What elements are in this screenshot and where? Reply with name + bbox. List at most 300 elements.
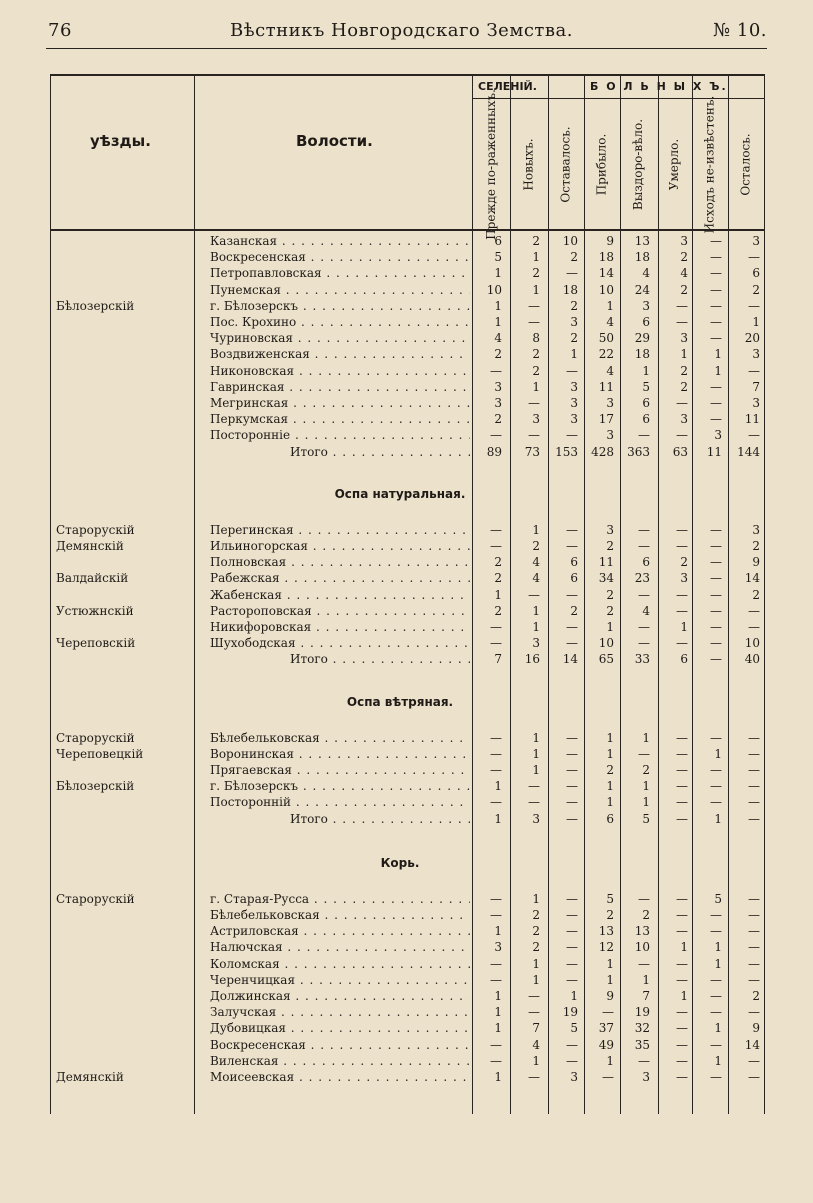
cell-value: — bbox=[676, 811, 688, 826]
cell-value: 2 bbox=[752, 587, 760, 602]
cell-value: 2 bbox=[494, 603, 502, 618]
cell-value: — bbox=[602, 1005, 614, 1020]
group-header-rule bbox=[472, 98, 765, 99]
cell-value: 6 bbox=[642, 396, 650, 410]
volost-name: Астриловская . . . bbox=[210, 924, 470, 938]
cell-value: 1 bbox=[494, 811, 502, 826]
col-header-iskhod: Исходъ не-извѣстенъ. bbox=[702, 95, 717, 234]
cell-value: — bbox=[748, 250, 760, 265]
cell-value: — bbox=[676, 636, 688, 651]
section-title: Корь. bbox=[380, 855, 420, 870]
table-row bbox=[50, 555, 765, 571]
cell-value: 2 bbox=[570, 603, 578, 618]
cell-value: — bbox=[710, 1070, 722, 1084]
volost-name: Полновская . . . bbox=[210, 555, 470, 569]
cell-value: 2 bbox=[680, 282, 688, 297]
cell-value: — bbox=[528, 315, 540, 329]
cell-value: 1 bbox=[714, 347, 722, 362]
cell-value: 6 bbox=[570, 555, 578, 570]
volost-name: Воронинская . . . bbox=[210, 747, 470, 761]
cell-value: 1 bbox=[680, 989, 688, 1003]
cell-value: 363 bbox=[627, 444, 650, 459]
cell-value: 1 bbox=[532, 603, 540, 618]
cell-value: 2 bbox=[680, 363, 688, 378]
statistics-table bbox=[50, 74, 765, 1114]
volost-name: Казанская . . . bbox=[210, 234, 470, 248]
uezd-name: Череповскій bbox=[56, 636, 136, 651]
cell-value: — bbox=[566, 891, 578, 906]
table-row bbox=[50, 315, 765, 331]
table-row bbox=[50, 636, 765, 652]
cell-value: 14 bbox=[562, 652, 578, 667]
cell-value: 1 bbox=[494, 587, 502, 602]
table-row bbox=[50, 731, 765, 747]
cell-value: 4 bbox=[532, 555, 540, 570]
cell-value: 1 bbox=[606, 298, 614, 313]
cell-value: — bbox=[490, 620, 502, 634]
cell-value: 3 bbox=[532, 811, 540, 826]
cell-value: — bbox=[490, 763, 502, 777]
journal-title: Вѣстникъ Новгородскаго Земства. bbox=[230, 20, 573, 41]
cell-value: 3 bbox=[494, 940, 502, 955]
cell-value: — bbox=[748, 956, 760, 971]
cell-value: — bbox=[566, 779, 578, 794]
volost-name: Петропавловская . . . bbox=[210, 266, 470, 280]
cell-value: 34 bbox=[598, 571, 614, 586]
cell-value: 1 bbox=[494, 266, 502, 281]
cell-value: — bbox=[638, 956, 650, 971]
cell-value: — bbox=[676, 522, 688, 537]
cell-value: 3 bbox=[570, 315, 578, 329]
cell-value: 2 bbox=[532, 363, 540, 378]
section-title: Оспа вѣтряная. bbox=[346, 694, 454, 709]
cell-value: 6 bbox=[642, 412, 650, 427]
cell-value: 1 bbox=[714, 940, 722, 955]
cell-value: — bbox=[710, 730, 722, 745]
volost-name: Никоновская . . . bbox=[210, 364, 470, 378]
table-row bbox=[50, 940, 765, 956]
section-title: Оспа натуральная. bbox=[334, 486, 466, 501]
table-row bbox=[50, 266, 765, 282]
cell-value: — bbox=[528, 298, 540, 313]
cell-value: 5 bbox=[570, 1021, 578, 1036]
cell-value: 1 bbox=[606, 746, 614, 761]
cell-value: — bbox=[638, 746, 650, 761]
cell-value: 1 bbox=[494, 1070, 502, 1084]
uezd-name: Демянскій bbox=[56, 539, 124, 553]
cell-value: — bbox=[710, 795, 722, 810]
cell-value: 2 bbox=[680, 555, 688, 570]
table-row bbox=[50, 1070, 765, 1086]
cell-value: 19 bbox=[634, 1005, 650, 1020]
table-row bbox=[50, 604, 765, 620]
cell-value: 13 bbox=[634, 924, 650, 939]
cell-value: 1 bbox=[494, 924, 502, 939]
col-header-pribylo: Прибыло. bbox=[594, 133, 609, 196]
cell-value: — bbox=[490, 891, 502, 906]
col-header-ostavalos: Оставалось. bbox=[558, 126, 573, 203]
volost-name: Воскресенская . . . bbox=[210, 250, 470, 264]
table-row bbox=[50, 1021, 765, 1037]
cell-value: — bbox=[566, 811, 578, 826]
cell-value: 5 bbox=[642, 811, 650, 826]
cell-value: 89 bbox=[486, 444, 502, 459]
volost-name: Воскресенская . . . bbox=[210, 1038, 470, 1052]
table-row bbox=[50, 1054, 765, 1070]
cell-value: — bbox=[748, 1053, 760, 1068]
volost-name: Чуриновская . . . bbox=[210, 331, 470, 345]
cell-value: — bbox=[710, 1005, 722, 1020]
cell-value: 2 bbox=[606, 603, 614, 618]
cell-value: — bbox=[748, 730, 760, 745]
cell-value: — bbox=[566, 539, 578, 553]
cell-value: 4 bbox=[532, 1037, 540, 1052]
cell-value: — bbox=[528, 587, 540, 602]
cell-value: 3 bbox=[570, 396, 578, 410]
cell-value: 10 bbox=[562, 234, 578, 248]
cell-value: 14 bbox=[744, 1037, 760, 1052]
total-label: Итого . . . bbox=[210, 445, 470, 459]
cell-value: 2 bbox=[680, 379, 688, 394]
cell-value: 3 bbox=[606, 428, 614, 443]
cell-value: 2 bbox=[752, 539, 760, 553]
cell-value: 1 bbox=[714, 956, 722, 971]
cell-value: — bbox=[490, 363, 502, 378]
cell-value: 3 bbox=[752, 347, 760, 362]
volost-name: Прягаевская . . . bbox=[210, 763, 470, 777]
col-header-vyzdorovelo: Выздоро-вѣло. bbox=[631, 118, 646, 211]
cell-value: — bbox=[710, 555, 722, 570]
cell-value: — bbox=[748, 940, 760, 955]
cell-value: 4 bbox=[642, 266, 650, 281]
cell-value: 1 bbox=[494, 298, 502, 313]
cell-value: 1 bbox=[494, 1021, 502, 1036]
cell-value: — bbox=[748, 972, 760, 987]
cell-value: 2 bbox=[606, 763, 614, 777]
cell-value: 1 bbox=[606, 1053, 614, 1068]
cell-value: 3 bbox=[532, 412, 540, 427]
cell-value: 1 bbox=[570, 347, 578, 362]
cell-value: 2 bbox=[532, 940, 540, 955]
cell-value: — bbox=[748, 795, 760, 810]
cell-value: 12 bbox=[598, 940, 614, 955]
cell-value: — bbox=[566, 924, 578, 939]
cell-value: 8 bbox=[532, 331, 540, 346]
volost-name: Жабенская . . . bbox=[210, 588, 470, 602]
cell-value: 1 bbox=[642, 779, 650, 794]
cell-value: 11 bbox=[744, 412, 760, 427]
table-row bbox=[50, 892, 765, 908]
cell-value: 2 bbox=[570, 331, 578, 346]
cell-value: 1 bbox=[494, 989, 502, 1003]
cell-value: 1 bbox=[494, 1005, 502, 1020]
cell-value: 2 bbox=[752, 989, 760, 1003]
cell-value: — bbox=[710, 779, 722, 794]
table-row bbox=[50, 234, 765, 250]
cell-value: — bbox=[566, 940, 578, 955]
cell-value: — bbox=[748, 1070, 760, 1084]
cell-value: 3 bbox=[532, 636, 540, 651]
cell-value: 1 bbox=[532, 250, 540, 265]
cell-value: 4 bbox=[680, 266, 688, 281]
uezd-name: Бѣлозерскій bbox=[56, 779, 135, 794]
cell-value: — bbox=[748, 363, 760, 378]
volost-name: Воздвиженская . . . bbox=[210, 347, 470, 361]
cell-value: — bbox=[602, 1070, 614, 1084]
cell-value: 1 bbox=[606, 730, 614, 745]
cell-value: — bbox=[710, 234, 722, 248]
cell-value: — bbox=[748, 891, 760, 906]
uezd-name: Старорускій bbox=[56, 891, 135, 906]
cell-value: — bbox=[710, 298, 722, 313]
cell-value: 6 bbox=[680, 652, 688, 667]
cell-value: 3 bbox=[714, 428, 722, 443]
cell-value: 3 bbox=[642, 298, 650, 313]
cell-value: — bbox=[638, 620, 650, 634]
cell-value: 4 bbox=[494, 331, 502, 346]
header-seleniy: СЕЛЕНІЙ. bbox=[478, 80, 537, 93]
volost-name: Рабежская . . . bbox=[210, 571, 470, 585]
cell-value: 3 bbox=[752, 234, 760, 248]
cell-value: 18 bbox=[634, 250, 650, 265]
table-row bbox=[50, 428, 765, 444]
volost-name: Залучская . . . bbox=[210, 1005, 470, 1019]
table-row bbox=[50, 908, 765, 924]
table-row bbox=[50, 412, 765, 428]
cell-value: — bbox=[566, 908, 578, 922]
cell-value: — bbox=[676, 1005, 688, 1020]
cell-value: 5 bbox=[494, 250, 502, 265]
cell-value: — bbox=[676, 1070, 688, 1084]
page-number: 76 bbox=[48, 20, 72, 41]
cell-value: 6 bbox=[494, 234, 502, 248]
cell-value: — bbox=[638, 539, 650, 553]
table-row bbox=[50, 250, 765, 266]
table-row bbox=[50, 763, 765, 779]
cell-value: 3 bbox=[494, 396, 502, 410]
cell-value: 1 bbox=[752, 315, 760, 329]
cell-value: — bbox=[676, 298, 688, 313]
cell-value: — bbox=[638, 587, 650, 602]
cell-value: 2 bbox=[606, 587, 614, 602]
cell-value: 32 bbox=[634, 1021, 650, 1036]
cell-value: — bbox=[676, 1021, 688, 1036]
cell-value: 1 bbox=[532, 379, 540, 394]
cell-value: 5 bbox=[714, 891, 722, 906]
cell-value: 2 bbox=[532, 924, 540, 939]
cell-value: — bbox=[710, 396, 722, 410]
uezd-name: Бѣлозерскій bbox=[56, 298, 135, 313]
volost-name: Перегинская . . . bbox=[210, 523, 470, 537]
cell-value: 2 bbox=[494, 555, 502, 570]
cell-value: 6 bbox=[642, 315, 650, 329]
cell-value: 6 bbox=[570, 571, 578, 586]
cell-value: 1 bbox=[532, 891, 540, 906]
volost-name: Посторонній . . . bbox=[210, 795, 470, 809]
table-row bbox=[50, 523, 765, 539]
cell-value: — bbox=[748, 746, 760, 761]
cell-value: — bbox=[710, 266, 722, 281]
cell-value: 7 bbox=[752, 379, 760, 394]
cell-value: — bbox=[566, 1037, 578, 1052]
cell-value: — bbox=[490, 1037, 502, 1052]
cell-value: 17 bbox=[598, 412, 614, 427]
cell-value: 1 bbox=[642, 795, 650, 810]
header-uezdy: уѣзды. bbox=[90, 132, 151, 150]
cell-value: 6 bbox=[606, 811, 614, 826]
uezd-name: Демянскій bbox=[56, 1070, 124, 1084]
volost-name: г. Бѣлозерскъ . . . bbox=[210, 779, 470, 793]
cell-value: 2 bbox=[532, 347, 540, 362]
table-row bbox=[50, 283, 765, 299]
cell-value: 4 bbox=[606, 363, 614, 378]
cell-value: — bbox=[566, 266, 578, 281]
cell-value: 2 bbox=[570, 250, 578, 265]
cell-value: — bbox=[528, 1005, 540, 1020]
cell-value: — bbox=[490, 428, 502, 443]
cell-value: 33 bbox=[634, 652, 650, 667]
cell-value: 2 bbox=[532, 539, 540, 553]
cell-value: — bbox=[676, 1053, 688, 1068]
cell-value: 2 bbox=[680, 250, 688, 265]
volost-name: Налючская . . . bbox=[210, 940, 470, 954]
cell-value: — bbox=[710, 620, 722, 634]
uezd-name: Валдайскій bbox=[56, 571, 129, 586]
cell-value: — bbox=[710, 908, 722, 922]
cell-value: 428 bbox=[591, 444, 614, 459]
cell-value: 5 bbox=[642, 379, 650, 394]
cell-value: — bbox=[748, 779, 760, 794]
cell-value: 2 bbox=[642, 763, 650, 777]
cell-value: 23 bbox=[634, 571, 650, 586]
cell-value: — bbox=[676, 539, 688, 553]
cell-value: 3 bbox=[570, 412, 578, 427]
total-row bbox=[50, 445, 765, 461]
cell-value: 1 bbox=[714, 811, 722, 826]
cell-value: — bbox=[676, 587, 688, 602]
cell-value: 3 bbox=[642, 1070, 650, 1084]
cell-value: 1 bbox=[532, 746, 540, 761]
cell-value: — bbox=[490, 522, 502, 537]
cell-value: 2 bbox=[494, 412, 502, 427]
volost-name: Черенчицкая . . . bbox=[210, 973, 470, 987]
cell-value: — bbox=[676, 396, 688, 410]
cell-value: 3 bbox=[752, 522, 760, 537]
cell-value: — bbox=[638, 428, 650, 443]
cell-value: 2 bbox=[642, 908, 650, 922]
cell-value: 1 bbox=[680, 620, 688, 634]
cell-value: 4 bbox=[532, 571, 540, 586]
cell-value: — bbox=[710, 603, 722, 618]
table-row bbox=[50, 588, 765, 604]
cell-value: — bbox=[566, 730, 578, 745]
volost-name: г. Бѣлозерскъ . . . bbox=[210, 299, 470, 313]
cell-value: — bbox=[566, 587, 578, 602]
table-top-rule bbox=[50, 74, 765, 76]
cell-value: — bbox=[566, 620, 578, 634]
table-row bbox=[50, 396, 765, 412]
cell-value: — bbox=[710, 331, 722, 346]
cell-value: 7 bbox=[532, 1021, 540, 1036]
cell-value: 9 bbox=[606, 234, 614, 248]
cell-value: 3 bbox=[606, 396, 614, 410]
volost-name: Никифоровская . . . bbox=[210, 620, 470, 634]
cell-value: 1 bbox=[494, 315, 502, 329]
cell-value: — bbox=[566, 428, 578, 443]
cell-value: 1 bbox=[680, 347, 688, 362]
volost-name: Дубовицкая . . . bbox=[210, 1021, 470, 1035]
cell-value: — bbox=[710, 571, 722, 586]
cell-value: 1 bbox=[606, 956, 614, 971]
cell-value: — bbox=[528, 1070, 540, 1084]
cell-value: 16 bbox=[524, 652, 540, 667]
volost-name: Моисеевская . . . bbox=[210, 1070, 470, 1084]
table-row bbox=[50, 539, 765, 555]
table-row bbox=[50, 1038, 765, 1054]
cell-value: — bbox=[748, 428, 760, 443]
cell-value: — bbox=[676, 763, 688, 777]
uezd-name: Устюжнскій bbox=[56, 603, 134, 618]
cell-value: — bbox=[566, 1053, 578, 1068]
cell-value: — bbox=[676, 972, 688, 987]
cell-value: — bbox=[566, 522, 578, 537]
cell-value: — bbox=[566, 746, 578, 761]
cell-value: 1 bbox=[532, 763, 540, 777]
cell-value: 3 bbox=[570, 1070, 578, 1084]
cell-value: 1 bbox=[642, 730, 650, 745]
cell-value: — bbox=[710, 652, 722, 667]
cell-value: 2 bbox=[532, 908, 540, 922]
cell-value: 5 bbox=[606, 891, 614, 906]
volost-name: Должинская . . . bbox=[210, 989, 470, 1003]
cell-value: 65 bbox=[598, 652, 614, 667]
cell-value: 1 bbox=[714, 363, 722, 378]
cell-value: 3 bbox=[680, 412, 688, 427]
cell-value: — bbox=[676, 779, 688, 794]
cell-value: 3 bbox=[752, 396, 760, 410]
cell-value: — bbox=[676, 1037, 688, 1052]
cell-value: — bbox=[710, 924, 722, 939]
cell-value: — bbox=[748, 811, 760, 826]
cell-value: 18 bbox=[562, 282, 578, 297]
table-row bbox=[50, 347, 765, 363]
cell-value: 40 bbox=[744, 652, 760, 667]
volost-name: Пунемская . . . bbox=[210, 283, 470, 297]
cell-value: 14 bbox=[598, 266, 614, 281]
cell-value: 9 bbox=[752, 555, 760, 570]
total-label: Итого . . . bbox=[210, 812, 470, 826]
table-row bbox=[50, 795, 765, 811]
cell-value: — bbox=[528, 795, 540, 810]
cell-value: — bbox=[490, 730, 502, 745]
cell-value: 6 bbox=[752, 266, 760, 281]
cell-value: 35 bbox=[634, 1037, 650, 1052]
cell-value: — bbox=[528, 779, 540, 794]
header-rule bbox=[46, 48, 767, 49]
cell-value: — bbox=[566, 363, 578, 378]
cell-value: 1 bbox=[642, 972, 650, 987]
cell-value: — bbox=[748, 620, 760, 634]
cell-value: — bbox=[528, 396, 540, 410]
cell-value: — bbox=[528, 428, 540, 443]
cell-value: 1 bbox=[532, 730, 540, 745]
volost-name: Виленская . . . bbox=[210, 1054, 470, 1068]
cell-value: 50 bbox=[598, 331, 614, 346]
cell-value: — bbox=[566, 972, 578, 987]
cell-value: 153 bbox=[555, 444, 578, 459]
volost-name: Бѣлебельковская . . . bbox=[210, 731, 470, 745]
cell-value: — bbox=[638, 522, 650, 537]
